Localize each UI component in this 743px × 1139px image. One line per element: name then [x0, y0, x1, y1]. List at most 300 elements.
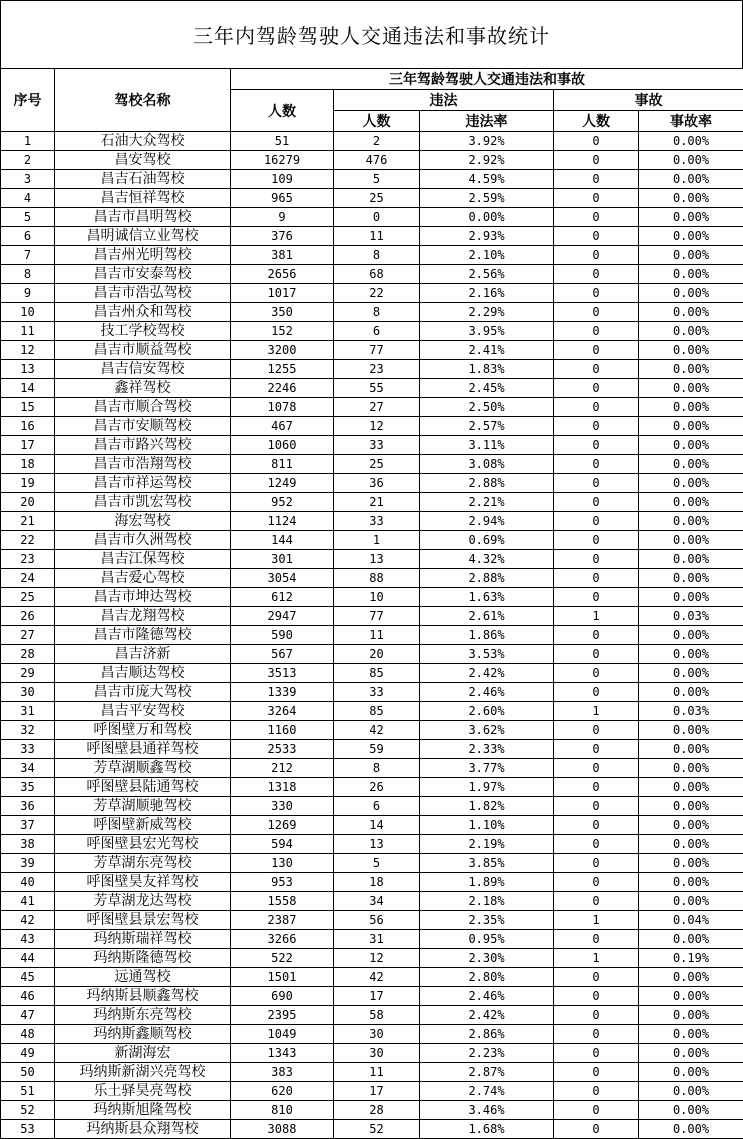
table-row	[1, 550, 743, 569]
total-count-cell: 1255	[231, 360, 334, 379]
table-row	[1, 1101, 743, 1120]
table-row	[1, 1082, 743, 1101]
violation-count-cell: 52	[334, 1120, 420, 1139]
accident-count-cell: 0	[554, 246, 639, 265]
accident-count-cell: 0	[554, 284, 639, 303]
table-row	[1, 797, 743, 816]
school-name-cell: 昌吉市凯宏驾校	[55, 493, 231, 512]
violation-rate-cell: 3.11%	[420, 436, 554, 455]
accident-rate-cell: 0.00%	[639, 1025, 743, 1044]
violation-rate-cell: 1.89%	[420, 873, 554, 892]
table-row	[1, 1006, 743, 1025]
violation-count-cell: 88	[334, 569, 420, 588]
row-seq-cell: 26	[1, 607, 55, 626]
total-count-cell: 522	[231, 949, 334, 968]
accident-count-cell: 0	[554, 968, 639, 987]
accident-rate-cell: 0.00%	[639, 721, 743, 740]
school-name-cell: 昌吉市顺合驾校	[55, 398, 231, 417]
accident-rate-cell: 0.00%	[639, 303, 743, 322]
total-count-cell: 467	[231, 417, 334, 436]
table-row	[1, 664, 743, 683]
accident-count-cell: 0	[554, 759, 639, 778]
total-count-cell: 810	[231, 1101, 334, 1120]
violation-count-cell: 17	[334, 987, 420, 1006]
violation-count-cell: 11	[334, 227, 420, 246]
row-seq-cell: 25	[1, 588, 55, 607]
violation-count-cell: 12	[334, 417, 420, 436]
violation-rate-cell: 2.19%	[420, 835, 554, 854]
school-name-cell: 昌吉恒祥驾校	[55, 189, 231, 208]
table-row	[1, 1044, 743, 1063]
table-row	[1, 322, 743, 341]
row-seq-cell: 5	[1, 208, 55, 227]
violation-rate-cell: 1.68%	[420, 1120, 554, 1139]
table-row	[1, 645, 743, 664]
row-seq-cell: 49	[1, 1044, 55, 1063]
accident-rate-cell: 0.00%	[639, 265, 743, 284]
total-count-cell: 2246	[231, 379, 334, 398]
row-seq-cell: 28	[1, 645, 55, 664]
school-name-cell: 技工学校驾校	[55, 322, 231, 341]
violation-rate-cell: 2.61%	[420, 607, 554, 626]
row-seq-cell: 34	[1, 759, 55, 778]
table-row	[1, 1025, 743, 1044]
total-count-cell: 383	[231, 1063, 334, 1082]
school-name-cell: 昌吉顺达驾校	[55, 664, 231, 683]
violation-count-cell: 476	[334, 151, 420, 170]
school-name-cell: 昌吉市安泰驾校	[55, 265, 231, 284]
accident-rate-cell: 0.00%	[639, 740, 743, 759]
row-seq-cell: 8	[1, 265, 55, 284]
total-count-cell: 612	[231, 588, 334, 607]
violation-rate-cell: 2.46%	[420, 987, 554, 1006]
row-seq-cell: 22	[1, 531, 55, 550]
violation-count-cell: 8	[334, 246, 420, 265]
accident-count-cell: 0	[554, 854, 639, 873]
violation-count-cell: 14	[334, 816, 420, 835]
table-row	[1, 208, 743, 227]
violation-count-cell: 11	[334, 1063, 420, 1082]
school-name-cell: 芳草湖顺驰驾校	[55, 797, 231, 816]
accident-rate-cell: 0.00%	[639, 816, 743, 835]
header-seq: 序号	[1, 69, 55, 132]
accident-count-cell: 0	[554, 417, 639, 436]
accident-count-cell: 0	[554, 1006, 639, 1025]
accident-count-cell: 0	[554, 1044, 639, 1063]
total-count-cell: 1339	[231, 683, 334, 702]
accident-count-cell: 0	[554, 645, 639, 664]
row-seq-cell: 18	[1, 455, 55, 474]
accident-rate-cell: 0.00%	[639, 930, 743, 949]
total-count-cell: 144	[231, 531, 334, 550]
school-name-cell: 昌吉江保驾校	[55, 550, 231, 569]
accident-rate-cell: 0.00%	[639, 1006, 743, 1025]
total-count-cell: 1501	[231, 968, 334, 987]
table-row	[1, 493, 743, 512]
violation-rate-cell: 2.46%	[420, 683, 554, 702]
violation-rate-cell: 2.59%	[420, 189, 554, 208]
school-name-cell: 昌吉市隆德驾校	[55, 626, 231, 645]
accident-count-cell: 0	[554, 322, 639, 341]
violation-rate-cell: 2.30%	[420, 949, 554, 968]
total-count-cell: 1318	[231, 778, 334, 797]
violation-rate-cell: 2.33%	[420, 740, 554, 759]
violation-rate-cell: 3.85%	[420, 854, 554, 873]
accident-count-cell: 0	[554, 512, 639, 531]
violation-rate-cell: 2.56%	[420, 265, 554, 284]
accident-rate-cell: 0.00%	[639, 398, 743, 417]
accident-rate-cell: 0.00%	[639, 854, 743, 873]
table-row	[1, 265, 743, 284]
accident-rate-cell: 0.00%	[639, 569, 743, 588]
accident-count-cell: 0	[554, 379, 639, 398]
violation-count-cell: 13	[334, 835, 420, 854]
school-name-cell: 昌吉市顺益驾校	[55, 341, 231, 360]
violation-rate-cell: 0.00%	[420, 208, 554, 227]
row-seq-cell: 6	[1, 227, 55, 246]
accident-rate-cell: 0.00%	[639, 683, 743, 702]
total-count-cell: 51	[231, 132, 334, 151]
school-name-cell: 玛纳斯县顺鑫驾校	[55, 987, 231, 1006]
accident-rate-cell: 0.00%	[639, 531, 743, 550]
total-count-cell: 1249	[231, 474, 334, 493]
table-row	[1, 949, 743, 968]
header-violation-count: 人数	[334, 111, 420, 132]
accident-count-cell: 0	[554, 892, 639, 911]
violation-count-cell: 58	[334, 1006, 420, 1025]
total-count-cell: 3054	[231, 569, 334, 588]
accident-rate-cell: 0.03%	[639, 607, 743, 626]
violation-rate-cell: 2.74%	[420, 1082, 554, 1101]
violation-count-cell: 68	[334, 265, 420, 284]
accident-rate-cell: 0.00%	[639, 246, 743, 265]
accident-count-cell: 0	[554, 835, 639, 854]
accident-rate-cell: 0.00%	[639, 873, 743, 892]
row-seq-cell: 23	[1, 550, 55, 569]
row-seq-cell: 13	[1, 360, 55, 379]
total-count-cell: 350	[231, 303, 334, 322]
table-row	[1, 398, 743, 417]
accident-rate-cell: 0.00%	[639, 151, 743, 170]
violation-rate-cell: 0.95%	[420, 930, 554, 949]
table-row	[1, 873, 743, 892]
row-seq-cell: 48	[1, 1025, 55, 1044]
school-name-cell: 昌安驾校	[55, 151, 231, 170]
violation-rate-cell: 0.69%	[420, 531, 554, 550]
table-row	[1, 759, 743, 778]
accident-rate-cell: 0.00%	[639, 759, 743, 778]
table-row	[1, 1120, 743, 1139]
violation-rate-cell: 4.32%	[420, 550, 554, 569]
accident-rate-cell: 0.00%	[639, 360, 743, 379]
accident-rate-cell: 0.00%	[639, 512, 743, 531]
violation-count-cell: 10	[334, 588, 420, 607]
total-count-cell: 590	[231, 626, 334, 645]
violation-rate-cell: 2.88%	[420, 569, 554, 588]
accident-count-cell: 0	[554, 474, 639, 493]
violation-count-cell: 6	[334, 322, 420, 341]
row-seq-cell: 50	[1, 1063, 55, 1082]
accident-count-cell: 0	[554, 797, 639, 816]
header-accident: 事故	[554, 90, 743, 111]
total-count-cell: 1124	[231, 512, 334, 531]
table-row	[1, 151, 743, 170]
row-seq-cell: 47	[1, 1006, 55, 1025]
total-count-cell: 1017	[231, 284, 334, 303]
violation-rate-cell: 2.80%	[420, 968, 554, 987]
accident-rate-cell: 0.00%	[639, 189, 743, 208]
violation-count-cell: 0	[334, 208, 420, 227]
school-name-cell: 呼图壁县景宏驾校	[55, 911, 231, 930]
accident-rate-cell: 0.00%	[639, 227, 743, 246]
table-row	[1, 1063, 743, 1082]
accident-count-cell: 0	[554, 930, 639, 949]
accident-count-cell: 0	[554, 873, 639, 892]
table-row	[1, 702, 743, 721]
accident-count-cell: 1	[554, 911, 639, 930]
violation-rate-cell: 2.16%	[420, 284, 554, 303]
accident-rate-cell: 0.00%	[639, 208, 743, 227]
violation-count-cell: 30	[334, 1044, 420, 1063]
school-name-cell: 玛纳斯鑫顺驾校	[55, 1025, 231, 1044]
school-name-cell: 新湖海宏	[55, 1044, 231, 1063]
violation-count-cell: 77	[334, 607, 420, 626]
violation-rate-cell: 2.18%	[420, 892, 554, 911]
accident-rate-cell: 0.00%	[639, 132, 743, 151]
page-title: 三年内驾龄驾驶人交通违法和事故统计	[0, 0, 743, 68]
accident-count-cell: 0	[554, 436, 639, 455]
accident-rate-cell: 0.00%	[639, 797, 743, 816]
total-count-cell: 2656	[231, 265, 334, 284]
violation-count-cell: 33	[334, 683, 420, 702]
accident-count-cell: 0	[554, 360, 639, 379]
accident-rate-cell: 0.00%	[639, 322, 743, 341]
row-seq-cell: 36	[1, 797, 55, 816]
school-name-cell: 昌吉州众和驾校	[55, 303, 231, 322]
row-seq-cell: 2	[1, 151, 55, 170]
total-count-cell: 1060	[231, 436, 334, 455]
accident-count-cell: 0	[554, 778, 639, 797]
row-seq-cell: 43	[1, 930, 55, 949]
accident-rate-cell: 0.00%	[639, 1063, 743, 1082]
violation-rate-cell: 3.46%	[420, 1101, 554, 1120]
total-count-cell: 2947	[231, 607, 334, 626]
accident-count-cell: 0	[554, 588, 639, 607]
row-seq-cell: 33	[1, 740, 55, 759]
accident-count-cell: 0	[554, 170, 639, 189]
header-total: 人数	[231, 90, 334, 132]
total-count-cell: 594	[231, 835, 334, 854]
total-count-cell: 811	[231, 455, 334, 474]
school-name-cell: 昌吉市久洲驾校	[55, 531, 231, 550]
table-row	[1, 341, 743, 360]
violation-count-cell: 8	[334, 759, 420, 778]
accident-rate-cell: 0.00%	[639, 645, 743, 664]
accident-count-cell: 0	[554, 455, 639, 474]
violation-count-cell: 25	[334, 455, 420, 474]
violation-count-cell: 33	[334, 512, 420, 531]
row-seq-cell: 42	[1, 911, 55, 930]
total-count-cell: 3266	[231, 930, 334, 949]
school-name-cell: 海宏驾校	[55, 512, 231, 531]
accident-count-cell: 0	[554, 987, 639, 1006]
accident-rate-cell: 0.00%	[639, 1044, 743, 1063]
school-name-cell: 昌吉济新	[55, 645, 231, 664]
table-row	[1, 987, 743, 1006]
accident-rate-cell: 0.00%	[639, 455, 743, 474]
row-seq-cell: 30	[1, 683, 55, 702]
violation-count-cell: 28	[334, 1101, 420, 1120]
violation-count-cell: 42	[334, 968, 420, 987]
violation-rate-cell: 3.77%	[420, 759, 554, 778]
total-count-cell: 109	[231, 170, 334, 189]
table-row	[1, 227, 743, 246]
violation-rate-cell: 2.93%	[420, 227, 554, 246]
table-row	[1, 740, 743, 759]
total-count-cell: 1269	[231, 816, 334, 835]
violation-count-cell: 59	[334, 740, 420, 759]
violation-count-cell: 8	[334, 303, 420, 322]
school-name-cell: 玛纳斯旭隆驾校	[55, 1101, 231, 1120]
violation-rate-cell: 1.86%	[420, 626, 554, 645]
header-violation-rate: 违法率	[420, 111, 554, 132]
violation-count-cell: 2	[334, 132, 420, 151]
table-row	[1, 816, 743, 835]
violation-count-cell: 26	[334, 778, 420, 797]
accident-rate-cell: 0.00%	[639, 778, 743, 797]
table-row	[1, 588, 743, 607]
total-count-cell: 965	[231, 189, 334, 208]
row-seq-cell: 10	[1, 303, 55, 322]
row-seq-cell: 20	[1, 493, 55, 512]
row-seq-cell: 9	[1, 284, 55, 303]
school-name-cell: 昌吉信安驾校	[55, 360, 231, 379]
school-name-cell: 昌吉石油驾校	[55, 170, 231, 189]
table-row	[1, 436, 743, 455]
row-seq-cell: 17	[1, 436, 55, 455]
violation-rate-cell: 2.50%	[420, 398, 554, 417]
total-count-cell: 1160	[231, 721, 334, 740]
school-name-cell: 芳草湖顺鑫驾校	[55, 759, 231, 778]
stats-table	[0, 68, 743, 1139]
table-row	[1, 284, 743, 303]
accident-count-cell: 1	[554, 702, 639, 721]
violation-rate-cell: 2.60%	[420, 702, 554, 721]
violation-count-cell: 85	[334, 664, 420, 683]
row-seq-cell: 31	[1, 702, 55, 721]
row-seq-cell: 24	[1, 569, 55, 588]
violation-count-cell: 12	[334, 949, 420, 968]
row-seq-cell: 15	[1, 398, 55, 417]
table-row	[1, 189, 743, 208]
accident-rate-cell: 0.00%	[639, 968, 743, 987]
school-name-cell: 呼图壁县宏光驾校	[55, 835, 231, 854]
school-name-cell: 芳草湖龙达驾校	[55, 892, 231, 911]
table-row	[1, 170, 743, 189]
total-count-cell: 3264	[231, 702, 334, 721]
accident-rate-cell: 0.03%	[639, 702, 743, 721]
table-row	[1, 417, 743, 436]
row-seq-cell: 38	[1, 835, 55, 854]
accident-rate-cell: 0.00%	[639, 493, 743, 512]
table-row	[1, 512, 743, 531]
violation-rate-cell: 2.29%	[420, 303, 554, 322]
row-seq-cell: 45	[1, 968, 55, 987]
row-seq-cell: 37	[1, 816, 55, 835]
school-name-cell: 乐土驿昊亮驾校	[55, 1082, 231, 1101]
accident-rate-cell: 0.04%	[639, 911, 743, 930]
accident-rate-cell: 0.00%	[639, 626, 743, 645]
violation-count-cell: 21	[334, 493, 420, 512]
violation-rate-cell: 3.92%	[420, 132, 554, 151]
row-seq-cell: 35	[1, 778, 55, 797]
violation-count-cell: 33	[334, 436, 420, 455]
row-seq-cell: 4	[1, 189, 55, 208]
school-name-cell: 昌吉市坤达驾校	[55, 588, 231, 607]
header-accident-rate: 事故率	[639, 111, 743, 132]
table-row	[1, 854, 743, 873]
accident-count-cell: 0	[554, 1063, 639, 1082]
row-seq-cell: 44	[1, 949, 55, 968]
total-count-cell: 690	[231, 987, 334, 1006]
school-name-cell: 玛纳斯县众翔驾校	[55, 1120, 231, 1139]
accident-rate-cell: 0.00%	[639, 436, 743, 455]
school-name-cell: 呼图壁县陆通驾校	[55, 778, 231, 797]
total-count-cell: 376	[231, 227, 334, 246]
total-count-cell: 1343	[231, 1044, 334, 1063]
violation-count-cell: 36	[334, 474, 420, 493]
row-seq-cell: 21	[1, 512, 55, 531]
violation-rate-cell: 2.42%	[420, 664, 554, 683]
violation-count-cell: 77	[334, 341, 420, 360]
table-row	[1, 626, 743, 645]
school-name-cell: 昌吉市安顺驾校	[55, 417, 231, 436]
total-count-cell: 3200	[231, 341, 334, 360]
total-count-cell: 130	[231, 854, 334, 873]
violation-rate-cell: 2.88%	[420, 474, 554, 493]
table-row	[1, 721, 743, 740]
violation-count-cell: 55	[334, 379, 420, 398]
violation-count-cell: 11	[334, 626, 420, 645]
accident-count-cell: 0	[554, 151, 639, 170]
violation-count-cell: 18	[334, 873, 420, 892]
violation-count-cell: 42	[334, 721, 420, 740]
violation-count-cell: 22	[334, 284, 420, 303]
row-seq-cell: 14	[1, 379, 55, 398]
total-count-cell: 9	[231, 208, 334, 227]
school-name-cell: 昌吉市昌明驾校	[55, 208, 231, 227]
accident-count-cell: 0	[554, 265, 639, 284]
total-count-cell: 2395	[231, 1006, 334, 1025]
school-name-cell: 芳草湖东亮驾校	[55, 854, 231, 873]
violation-rate-cell: 3.53%	[420, 645, 554, 664]
school-name-cell: 昌吉市祥运驾校	[55, 474, 231, 493]
accident-count-cell: 0	[554, 398, 639, 417]
table-row	[1, 911, 743, 930]
table-row	[1, 474, 743, 493]
header-school: 驾校名称	[55, 69, 231, 132]
violation-count-cell: 56	[334, 911, 420, 930]
violation-count-cell: 31	[334, 930, 420, 949]
accident-count-cell: 1	[554, 607, 639, 626]
accident-rate-cell: 0.00%	[639, 835, 743, 854]
table-row	[1, 360, 743, 379]
table-row	[1, 132, 743, 151]
header-violation: 违法	[334, 90, 554, 111]
violation-count-cell: 20	[334, 645, 420, 664]
violation-rate-cell: 4.59%	[420, 170, 554, 189]
total-count-cell: 953	[231, 873, 334, 892]
